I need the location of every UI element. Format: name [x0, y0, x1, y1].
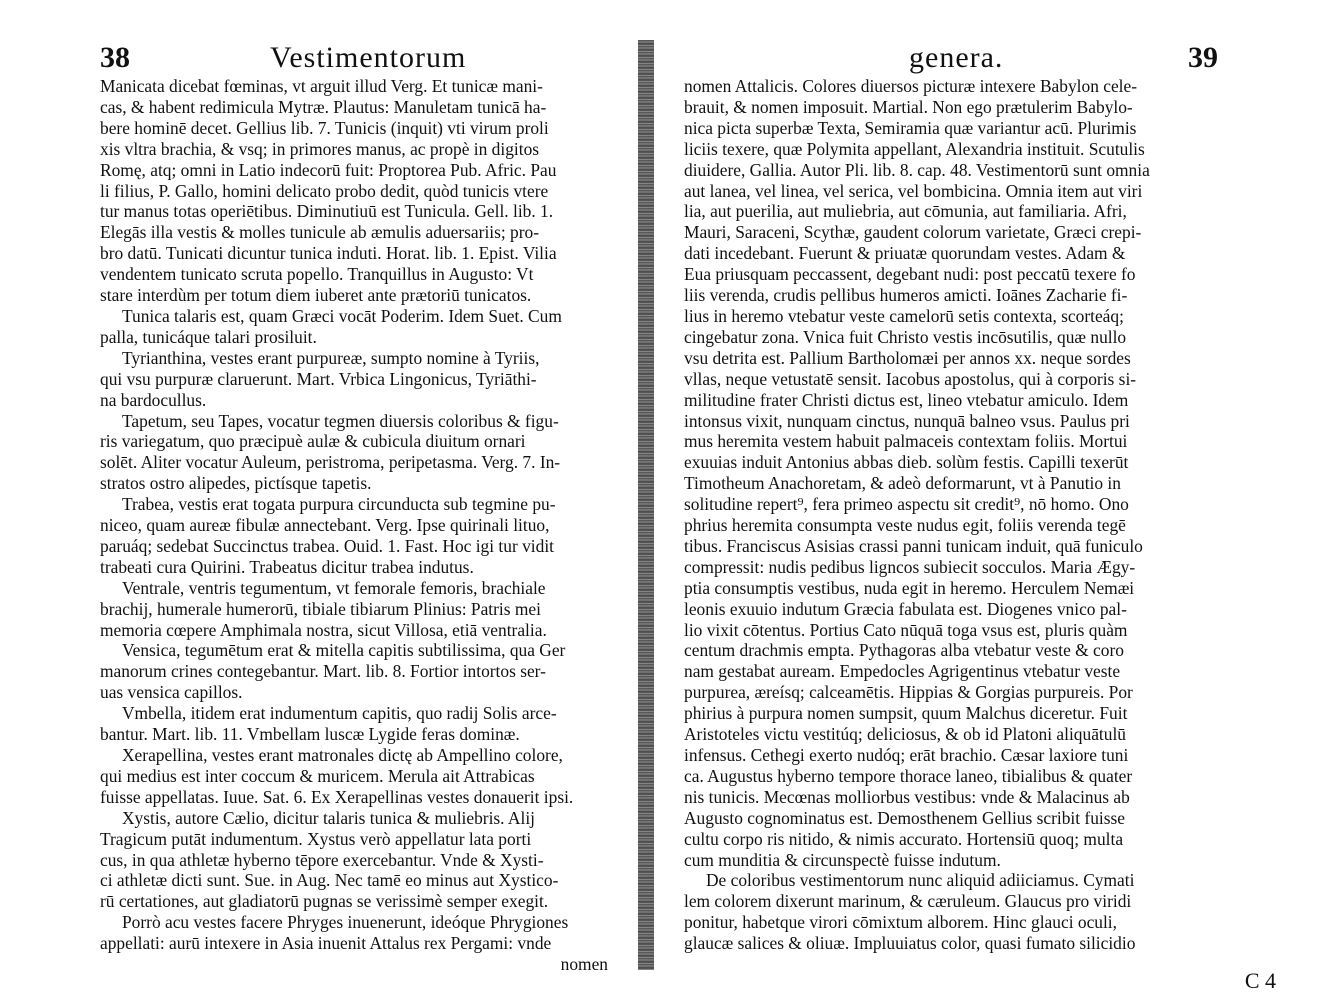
text-line: bantur. Mart. lib. 11. Vmbellam luscæ Lygide feras dominæ. — [100, 724, 520, 745]
text-line: stare interdùm per totum diem iuberet ante prætoriū tunicatos. — [100, 285, 532, 306]
text-line: trabeati cura Quirini. Trabeatus dicitur trabea indutus. — [100, 556, 474, 577]
text-line: uas vensica capillos. — [100, 682, 243, 703]
text-line: Elegās illa vestis & molles tunicule ab æmulis aduersariis; pro- — [100, 222, 540, 243]
text-line: lius in heremo vtebatur veste camelorū setis contexta, scorteáq; — [684, 305, 1124, 326]
text-line: solitudine repert⁹, fera primeo aspectu sit credit⁹, nō homo. Ono — [684, 494, 1129, 515]
text-line: nomen Attalicis. Colores diuersos picturæ intexere Babylon cele- — [684, 76, 1138, 96]
text-line: glaucæ salices & oliuæ. Impluuiatus color, quasi fumato silicidio — [684, 933, 1136, 954]
text-line: na bardocullus. — [100, 389, 207, 410]
right-page-text — [684, 76, 1218, 954]
text-line: liis verenda, crudis pellibus humeros amicti. Ioānes Zacharie fi- — [684, 285, 1128, 306]
text-line: intonsus vixit, nunquam cinctus, nunquā balneo vsus. Paulus pri — [684, 410, 1130, 431]
text-line: Porrò acu vestes facere Phryges inuenerunt, ideóque Phrygiones — [122, 912, 569, 933]
left-page — [100, 30, 628, 975]
text-line: cultu corpo ris nitido, & nimis accurato. Hortensiū quoq; multa — [684, 828, 1124, 849]
text-line: bere hominē decet. Gellius lib. 7. Tunicis (inquit) vti virum proli — [100, 117, 549, 138]
text-line: Timotheum Anachoretam, & adeò deformarunt, vt à Panutio in — [684, 473, 1121, 494]
text-line: Manicata dicebat fœminas, vt arguit illud Verg. Et tunicæ mani- — [100, 76, 543, 96]
text-line: nam gestabat auream. Empedocles Agrigentinus vtebatur veste — [684, 661, 1121, 682]
text-line: leonis exuuio indutum Græcia fabulata est. Diogenes vnico pal- — [684, 598, 1127, 619]
text-line: qui medius est inter coccum & muricem. Merula ait Attrabicas — [100, 765, 535, 786]
text-line: brauit, & nomen imposuit. Martial. Non ego prætulerim Babylo- — [684, 96, 1133, 117]
text-line: phirius à purpura nomen sumpsit, quum Malchus diceretur. Fuit — [684, 703, 1128, 724]
right-page-number: 39 — [1188, 41, 1218, 74]
text-line: vendentem tunicato scruta popello. Tranquillus in Augusto: Vt — [100, 264, 534, 285]
text-line: exuuias induit Antonius abbas dieb. solùm festis. Capilli texerūt — [684, 452, 1129, 473]
text-line: Augusto cognominatus est. Demosthenem Gellius scribit fuisse — [684, 807, 1125, 828]
text-line: ci athletæ dicti sunt. Sue. in Aug. Nec tamē eo minus aut Xystico- — [100, 870, 559, 891]
text-line: cus, in qua athletæ hyberno tēpore exercebantur. Vnde & Xysti- — [100, 849, 544, 870]
text-line: palla, tunicáque talari prosiluit. — [100, 326, 317, 347]
text-line: ca. Augustus hyberno tempore thorace laneo, tibialibus & quater — [684, 765, 1133, 786]
text-line: mus heremita vestem habuit palmaceis contextam foliis. Mortui — [684, 431, 1128, 452]
text-line: niceo, quam aureæ fibulæ annectebant. Verg. Ipse quirinali lituo, — [100, 515, 550, 536]
text-line: Tyrianthina, vestes erant purpureæ, sumpto nomine à Tyriis, — [122, 347, 540, 368]
book-gutter — [638, 40, 654, 970]
right-page-header — [684, 30, 1218, 76]
left-page-text — [100, 76, 628, 975]
text-line: paruáq; sedebat Succinctus trabea. Ouid. 1. Fast. Hoc igi tur vidit — [100, 535, 554, 556]
left-page-number: 38 — [100, 41, 130, 74]
text-line: centum drachmis empta. Pythagoras alba vtebatur veste & coro — [684, 640, 1124, 661]
right-running-head: genera. — [909, 41, 1004, 74]
text-line: cas, & habent redimicula Mytræ. Plautus: Manuletam tunicā ha- — [100, 96, 547, 117]
catchword: C 4 — [1244, 968, 1276, 993]
text-line: militudine frater Christi dictus est, lineo vtebatur amiculo. Idem — [684, 389, 1129, 410]
text-line: memoria cœpere Amphimala nostra, sicut Villosa, etiā ventralia. — [100, 619, 547, 640]
text-line: lem colorem dixerunt marinum, & cæruleum. Glaucus pro viridi — [684, 891, 1132, 912]
text-line: vllas, neque vetustatē sensit. Iacobus apostolus, qui à corporis si- — [684, 368, 1137, 389]
text-line: infensus. Cethegi exerto nudóq; erāt brachio. Cæsar laxiore tuni — [684, 745, 1129, 765]
text-line: tur manus totas operiētibus. Diminutiuū est Tunicula. Gell. lib. 1. — [100, 201, 554, 222]
text-line: lio vixit cōtentus. Portius Cato nūquā toga vsus est, pluris quàm — [684, 619, 1128, 640]
text-line: Trabea, vestis erat togata purpura circunducta sub tegmine pu- — [122, 494, 556, 515]
text-line: diuidere, Gallia. Autor Pli. lib. 8. cap. 48. Vestimentorū sunt omnia — [684, 159, 1150, 180]
text-line: solēt. Aliter vocatur Auleum, peristroma, peripetasma. Verg. 7. In- — [100, 452, 561, 473]
text-line: cingebatur zona. Vnica fuit Christo vestis incōsutilis, quæ nullo — [684, 326, 1127, 347]
text-line: bro datū. Tunicati dicuntur tunica induti. Horat. lib. 1. Epist. Vilia — [100, 243, 557, 264]
text-line: brachij, humerale humerorū, tibiale tibiarum Plinius: Patris mei — [100, 598, 541, 619]
text-line: Xystis, autore Cælio, dicitur talaris tunica & muliebris. Alij — [122, 807, 535, 828]
right-page — [684, 30, 1218, 954]
text-line: Ventrale, ventris tegumentum, vt femorale femoris, brachiale — [122, 577, 546, 598]
text-line: nica picta superbæ Texta, Semiramia quæ variantur acū. Plurimis — [684, 117, 1137, 138]
text-line: tibus. Franciscus Asisias crassi panni tunicam induit, quā funiculo — [684, 535, 1143, 556]
text-line: rū certationes, aut gladiatorū pugnas se verissimè semper exegit. — [100, 891, 549, 912]
text-line: Tunica talaris est, quam Græci vocāt Poderim. Idem Suet. Cum — [122, 305, 562, 326]
text-line: stratos ostro alipedes, pictísque tapetis. — [100, 473, 372, 494]
text-line: compressit: nudis pedibus ligncos subiecit socculos. Maria Ægy- — [684, 556, 1136, 577]
text-line: liciis texere, quæ Polymita appellant, Alexandria instituit. Scutulis — [684, 138, 1145, 159]
text-line: ponitur, habetque virori cōmixtum alborem. Hinc glauci oculi, — [684, 912, 1117, 933]
text-line: nomen — [560, 954, 608, 975]
text-line: phrius heremita consumpta veste nudus egit, foliis verenda tegē — [684, 515, 1126, 536]
text-line: xis vltra brachia, & vsq; in primores manus, ac propè in digitos — [100, 138, 540, 159]
text-line: li filius, P. Gallo, homini delicato probo dedit, quòd tunicis vtere — [100, 180, 549, 201]
text-line: De coloribus vestimentorum nunc aliquid adiiciamus. Cymati — [706, 870, 1135, 891]
text-line: Tapetum, seu Tapes, vocatur tegmen diuersis coloribus & figu- — [122, 410, 559, 431]
text-line: manorum crines contegebantur. Mart. lib. 8. Fortior intortos ser- — [100, 661, 546, 682]
text-line: Romę, atq; omni in Latio indecorū fuit: Proptorea Pub. Afric. Pau — [100, 159, 557, 180]
text-line: qui vsu purpuræ claruerunt. Mart. Vrbica Lingonicus, Tyriāthi- — [100, 368, 537, 389]
text-line: Xerapellina, vestes erant matronales dictę ab Ampellino colore, — [122, 745, 563, 765]
text-line: Aristoteles victu vestitúq; deliciosus, & ob id Platoni aliquātulū — [684, 724, 1126, 745]
text-line: fuisse appellatas. Iuue. Sat. 6. Ex Xerapellinas vestes donauerit ipsi. — [100, 786, 574, 807]
text-line: Eua priusquam peccassent, degebant nudi: post peccatū texere fo — [684, 264, 1136, 285]
text-line: ris variegatum, quo præcipuè aulæ & cubicula diuitum ornari — [100, 431, 526, 452]
text-line: purpurea, æreísq; calceamētis. Hippias & Gorgias purpureis. Por — [684, 682, 1133, 703]
text-line: dati incedebant. Fuerunt & priuatæ quorundam vestes. Adam & — [684, 243, 1126, 264]
text-line: nis tunicis. Mecœnas molliorbus vestibus: vnde & Malacinus ab — [684, 786, 1130, 807]
text-line: appellati: aurū intexere in Asia inuenit Attalus rex Pergami: vnde — [100, 933, 552, 954]
text-line: Vensica, tegumētum erat & mitella capitis subtilissima, qua Ger — [122, 640, 566, 661]
text-line: lia, aut puerilia, aut muliebria, aut cōmunia, aut familiaria. Afri, — [684, 201, 1127, 222]
text-line: Tragicum putāt indumentum. Xystus verò appellatur lata porti — [100, 828, 532, 849]
left-page-header — [100, 30, 628, 76]
text-line: vsu detrita est. Pallium Bartholomæi per annos xx. neque sordes — [684, 347, 1131, 368]
text-line: Vmbella, itidem erat indumentum capitis, quo radij Solis arce- — [122, 703, 557, 724]
left-running-head: Vestimentorum — [270, 41, 467, 74]
text-line: aut lanea, vel linea, vel serica, vel bombicina. Omnia item aut viri — [684, 180, 1143, 201]
text-line: ptia consumptis vestibus, nuda egit in heremo. Herculem Nemæi — [684, 577, 1135, 598]
text-line: cum munditia & circunspectè fuisse indutum. — [684, 849, 1001, 870]
text-line: Mauri, Saraceni, Scythæ, gaudent colorum varietate, Græci crepi- — [684, 222, 1142, 243]
